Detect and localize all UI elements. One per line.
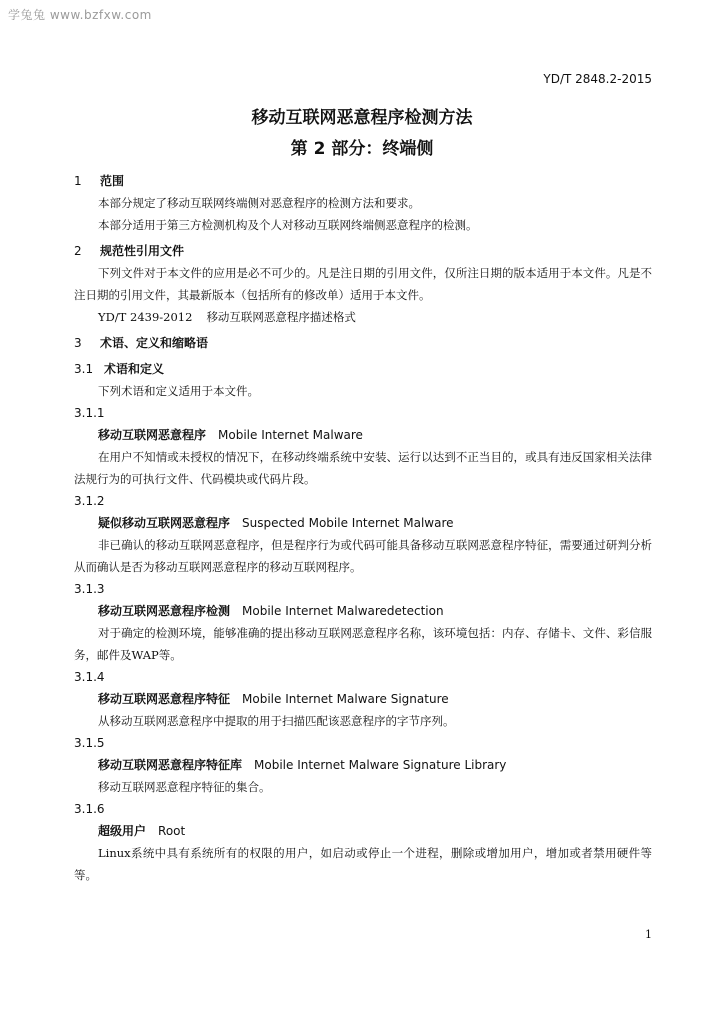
page-number: 1 xyxy=(645,928,652,941)
term-entry xyxy=(74,798,652,886)
term-definition: 在用户不知情或未授权的情况下，在移动终端系统中安装、运行以达到不正当目的，或具有违反国家相关法律法规行为的可执行文件、代码模块或代码片段。 xyxy=(74,450,652,486)
term-definition: 对于确定的检测环境，能够准确的提出移动互联网恶意程序名称，该环境包括：内存、存储卡、文件、彩信服务，邮件及WAP等。 xyxy=(74,626,652,662)
section-title: 规范性引用文件 xyxy=(100,244,185,258)
term-entry xyxy=(74,402,652,490)
term-chinese: 移动互联网恶意程序 xyxy=(98,428,207,442)
term-english: Mobile Internet Malware Signature Library xyxy=(254,758,507,772)
term-chinese: 移动互联网恶意程序检测 xyxy=(98,604,231,618)
term-number: 3.1.3 xyxy=(74,582,105,596)
term-definition: Linux系统中具有系统所有的权限的用户，如启动或停止一个进程，删除或增加用户，增加或者禁用硬件等等。 xyxy=(74,846,652,882)
term-name xyxy=(74,424,652,446)
document-title: 移动互联网恶意程序检测方法 xyxy=(251,108,473,128)
term-definition: 移动互联网恶意程序特征的集合。 xyxy=(98,780,271,794)
term-chinese: 超级用户 xyxy=(98,824,147,838)
paragraph: 本部分适用于第三方检测机构及个人对移动互联网终端侧恶意程序的检测。 xyxy=(98,218,478,232)
section-title: 术语、定义和缩略语 xyxy=(100,336,209,350)
section-1-heading xyxy=(74,170,652,192)
subsection-number: 3.1 xyxy=(74,362,94,376)
paragraph: 下列文件对于本文件的应用是必不可少的。凡是注日期的引用文件，仅所注日期的版本适用于本文件。凡是不注日期的引用文件，其最新版本（包括所有的修改单）适用于本文件。 xyxy=(74,266,652,302)
reference-code: YD/T 2439-2012 xyxy=(98,310,193,324)
term-number: 3.1.5 xyxy=(74,736,105,750)
term-english: Mobile Internet Malwaredetection xyxy=(242,604,444,618)
term-name xyxy=(74,754,652,776)
term-entry xyxy=(74,666,652,732)
document-subtitle: 第 2 部分：终端侧 xyxy=(290,139,434,159)
term-chinese: 移动互联网恶意程序特征库 xyxy=(98,758,243,772)
term-entry xyxy=(74,490,652,578)
term-english: Root xyxy=(158,824,186,838)
term-chinese: 移动互联网恶意程序特征 xyxy=(98,692,231,706)
term-number: 3.1.1 xyxy=(74,406,105,420)
term-name xyxy=(74,688,652,710)
subsection-title: 术语和定义 xyxy=(104,362,165,376)
term-english: Mobile Internet Malware xyxy=(218,428,363,442)
term-english: Mobile Internet Malware Signature xyxy=(242,692,449,706)
section-3-heading xyxy=(74,332,652,354)
term-definition: 非已确认的移动互联网恶意程序，但是程序行为或代码可能具备移动互联网恶意程序特征，需要通过研判分析从而确认是否为移动互联网恶意程序的移动互联网程序。 xyxy=(74,538,652,574)
paragraph: 本部分规定了移动互联网终端侧对恶意程序的检测方法和要求。 xyxy=(98,196,420,210)
section-2-heading xyxy=(74,240,652,262)
section-number: 2 xyxy=(74,244,82,258)
term-english: Suspected Mobile Internet Malware xyxy=(242,516,454,530)
document-number: YD/T 2848.2-2015 xyxy=(543,72,652,86)
section-title: 范围 xyxy=(100,174,125,188)
watermark: 学兔兔 www.bzfxw.com xyxy=(8,8,152,22)
normative-reference xyxy=(74,306,652,328)
term-name xyxy=(74,820,652,842)
term-definition: 从移动互联网恶意程序中提取的用于扫描匹配该恶意程序的字节序列。 xyxy=(98,714,455,728)
document-body xyxy=(74,166,652,886)
term-name xyxy=(74,512,652,534)
term-number: 3.1.2 xyxy=(74,494,105,508)
term-name xyxy=(74,600,652,622)
term-entry xyxy=(74,732,652,798)
subsection-3-1-heading xyxy=(74,358,652,380)
section-number: 1 xyxy=(74,174,82,188)
paragraph: 下列术语和定义适用于本文件。 xyxy=(98,384,259,398)
reference-name: 移动互联网恶意程序描述格式 xyxy=(206,310,356,324)
term-chinese: 疑似移动互联网恶意程序 xyxy=(98,516,231,530)
term-number: 3.1.4 xyxy=(74,670,105,684)
term-number: 3.1.6 xyxy=(74,802,105,816)
section-number: 3 xyxy=(74,336,82,350)
term-entry xyxy=(74,578,652,666)
